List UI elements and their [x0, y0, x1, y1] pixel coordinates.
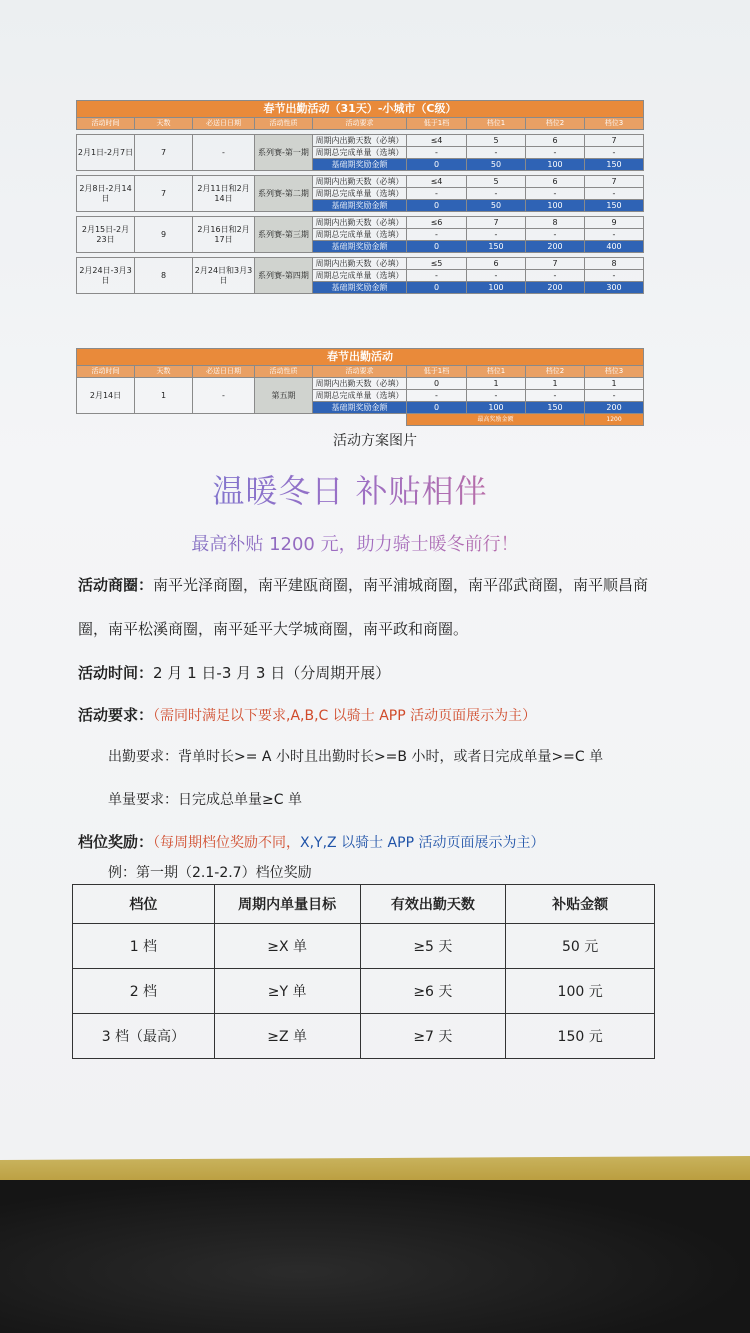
sheet-cell: 周期内出勤天数（必填）	[313, 176, 407, 188]
sheet-cell: -	[407, 147, 467, 159]
sheet-cell: 8	[135, 258, 193, 294]
zones-line-1	[78, 574, 648, 595]
sheet-cell: 7	[467, 217, 526, 229]
sheet-cell: 50	[467, 200, 526, 212]
sheet-cell: 基础期奖励金额	[313, 241, 407, 253]
image-caption: 活动方案图片	[333, 433, 417, 449]
sheet-cell: 2月8日-2月14日	[77, 176, 135, 212]
spreadsheet-special: 春节出勤活动 活动时间 天数 必送日日期 活动性质 活动要求 低于1档 档位1 档位2 档位3 2月14日 1 - 第五期 周期内出勤天数（必填） 0 1 1 1 周期总完成单量（选填） - - - - 基础期奖励金额 0 100 150 200 最高奖励金额 1200	[76, 348, 643, 426]
req-note: （需同时满足以下要求,A,B,C 以骑士 APP 活动页面展示为主）	[153, 708, 537, 724]
sheet-cell: 7	[585, 135, 644, 147]
period-block	[76, 175, 644, 212]
period-block	[76, 134, 644, 171]
example-caption: 例：第一期（2.1-2.7）档位奖励	[108, 865, 312, 881]
zones-line-2: 圈，南平松溪商圈，南平延平大学城商圈，南平政和商圈。	[78, 620, 469, 638]
sheet-cell: 9	[585, 217, 644, 229]
sheet-cell: -	[526, 188, 585, 200]
reward-table	[72, 884, 655, 1059]
sheet-cell: 系列赛-第一期	[255, 135, 313, 171]
table-row: 1 档 ≥X 单 ≥5 天 50 元	[73, 924, 655, 969]
sheet-cell: 5	[467, 135, 526, 147]
spreadsheet-series	[76, 100, 643, 294]
time-label: 活动时间：	[78, 664, 154, 682]
sheet-cell: ≤4	[407, 135, 467, 147]
sheet-cell: 周期总完成单量（选填）	[313, 188, 407, 200]
sheet-title: 春节出勤活动（31天）-小城市（C级）	[77, 101, 644, 118]
sheet-cell: -	[467, 270, 526, 282]
sheet-cell: -	[467, 188, 526, 200]
reward-note-b: X,Y,Z 以骑士 APP 活动页面展示为主）	[300, 835, 545, 851]
sheet-cell: -	[526, 229, 585, 241]
period-block	[76, 216, 644, 253]
sheet-cell: -	[585, 270, 644, 282]
sheet2-header-row: 活动时间 天数 必送日日期 活动性质 活动要求 低于1档 档位1 档位2 档位3	[77, 366, 644, 378]
zones-text-1: 南平光泽商圈，南平建瓯商圈，南平浦城商圈，南平邵武商圈，南平顺昌商	[153, 576, 649, 594]
req-label: 活动要求：	[78, 706, 154, 724]
sheet-cell: -	[467, 229, 526, 241]
sheet-cell: 150	[467, 241, 526, 253]
sheet-cell: -	[407, 270, 467, 282]
sheet-cell: 0	[407, 159, 467, 171]
sheet-cell: 300	[585, 282, 644, 294]
headline: 温暖冬日 补贴相伴	[0, 466, 700, 512]
sheet-cell: 2月24日和3月3日	[193, 258, 255, 294]
sheet-cell: 50	[467, 159, 526, 171]
sheet-cell: 100	[526, 159, 585, 171]
sheet-cell: 8	[526, 217, 585, 229]
sheet-cell: 周期总完成单量（选填）	[313, 229, 407, 241]
sheet-cell: 2月15日-2月23日	[77, 217, 135, 253]
sheet-cell: 5	[467, 176, 526, 188]
zones-label: 活动商圈：	[78, 576, 154, 594]
sheet-cell: 9	[135, 217, 193, 253]
attend-requirement: 出勤要求：背单时长>= A 小时且出勤时长>=B 小时，或者日完成单量>=C 单	[108, 749, 604, 765]
sheet-cell: 100	[467, 282, 526, 294]
sheet-cell: 2月24日-3月3日	[77, 258, 135, 294]
sheet-cell: 2月16日和2月17日	[193, 217, 255, 253]
sheet-cell: 系列赛-第三期	[255, 217, 313, 253]
reward-note-a: （每周期档位奖励不同，	[153, 835, 301, 851]
sheet-header-row: 活动时间 天数 必送日日期 活动性质 活动要求 低于1档 档位1 档位2 档位3	[77, 118, 644, 130]
sheet-cell: ≤4	[407, 176, 467, 188]
sheet-cell: 0	[407, 241, 467, 253]
sheet-cell: 0	[407, 282, 467, 294]
sheet-cell: 系列赛-第四期	[255, 258, 313, 294]
sheet-cell: 200	[526, 241, 585, 253]
sheet-cell: 周期内出勤天数（必填）	[313, 217, 407, 229]
sheet2-footer-value: 1200	[585, 414, 644, 426]
reward-table-header: 档位 周期内单量目标 有效出勤天数 补贴金额	[73, 885, 655, 924]
reward-line	[78, 831, 544, 852]
sheet-cell: 6	[526, 135, 585, 147]
sheet-cell: -	[585, 229, 644, 241]
sheet-cell: -	[193, 135, 255, 171]
sheet-cell: 400	[585, 241, 644, 253]
sheet-cell: -	[467, 147, 526, 159]
sheet-cell: 周期内出勤天数（必填）	[313, 258, 407, 270]
time-line	[78, 662, 390, 683]
sheet-cell: ≤6	[407, 217, 467, 229]
sheet-cell: 8	[585, 258, 644, 270]
sheet-cell: 200	[526, 282, 585, 294]
sheet-cell: 周期总完成单量（选填）	[313, 270, 407, 282]
subheadline: 最高补贴 1200 元，助力骑士暖冬前行！	[0, 530, 710, 556]
sheet-cell: 7	[135, 135, 193, 171]
sheet-cell: 7	[526, 258, 585, 270]
sheet-cell: 0	[407, 200, 467, 212]
background-floor	[0, 1180, 750, 1333]
req-line	[78, 704, 536, 725]
table-row: 3 档（最高） ≥Z 单 ≥7 天 150 元	[73, 1014, 655, 1059]
sheet-cell: -	[585, 147, 644, 159]
sheet-cell: 基础期奖励金额	[313, 159, 407, 171]
sheet-cell: 150	[585, 200, 644, 212]
time-value: 2 月 1 日-3 月 3 日（分周期开展）	[153, 664, 391, 682]
count-requirement: 单量要求：日完成总单量≥C 单	[108, 792, 302, 808]
sheet2-footer-label: 最高奖励金额	[407, 414, 585, 426]
sheet-cell: -	[407, 188, 467, 200]
sheet-cell: 100	[526, 200, 585, 212]
period-block	[76, 257, 644, 294]
sheet-cell: 7	[585, 176, 644, 188]
sheet-cell: 2月1日-2月7日	[77, 135, 135, 171]
sheet-cell: -	[526, 147, 585, 159]
sheet-cell: 基础期奖励金额	[313, 282, 407, 294]
sheet-cell: 150	[585, 159, 644, 171]
sheet-cell: 周期内出勤天数（必填）	[313, 135, 407, 147]
sheet-cell: 6	[467, 258, 526, 270]
sheet-cell: 2月11日和2月14日	[193, 176, 255, 212]
sheet2-title: 春节出勤活动	[77, 349, 644, 366]
sheet-cell: 基础期奖励金额	[313, 200, 407, 212]
table-row: 2 档 ≥Y 单 ≥6 天 100 元	[73, 969, 655, 1014]
sheet-cell: 7	[135, 176, 193, 212]
sheet-cell: -	[585, 188, 644, 200]
sheet2-row: 2月14日 1 - 第五期 周期内出勤天数（必填） 0 1 1 1	[77, 378, 644, 390]
reward-label: 档位奖励：	[78, 833, 154, 851]
sheet-cell: 6	[526, 176, 585, 188]
sheet-cell: 系列赛-第二期	[255, 176, 313, 212]
sheet-cell: 周期总完成单量（选填）	[313, 147, 407, 159]
sheet-cell: ≤5	[407, 258, 467, 270]
sheet-cell: -	[407, 229, 467, 241]
sheet-cell: -	[526, 270, 585, 282]
